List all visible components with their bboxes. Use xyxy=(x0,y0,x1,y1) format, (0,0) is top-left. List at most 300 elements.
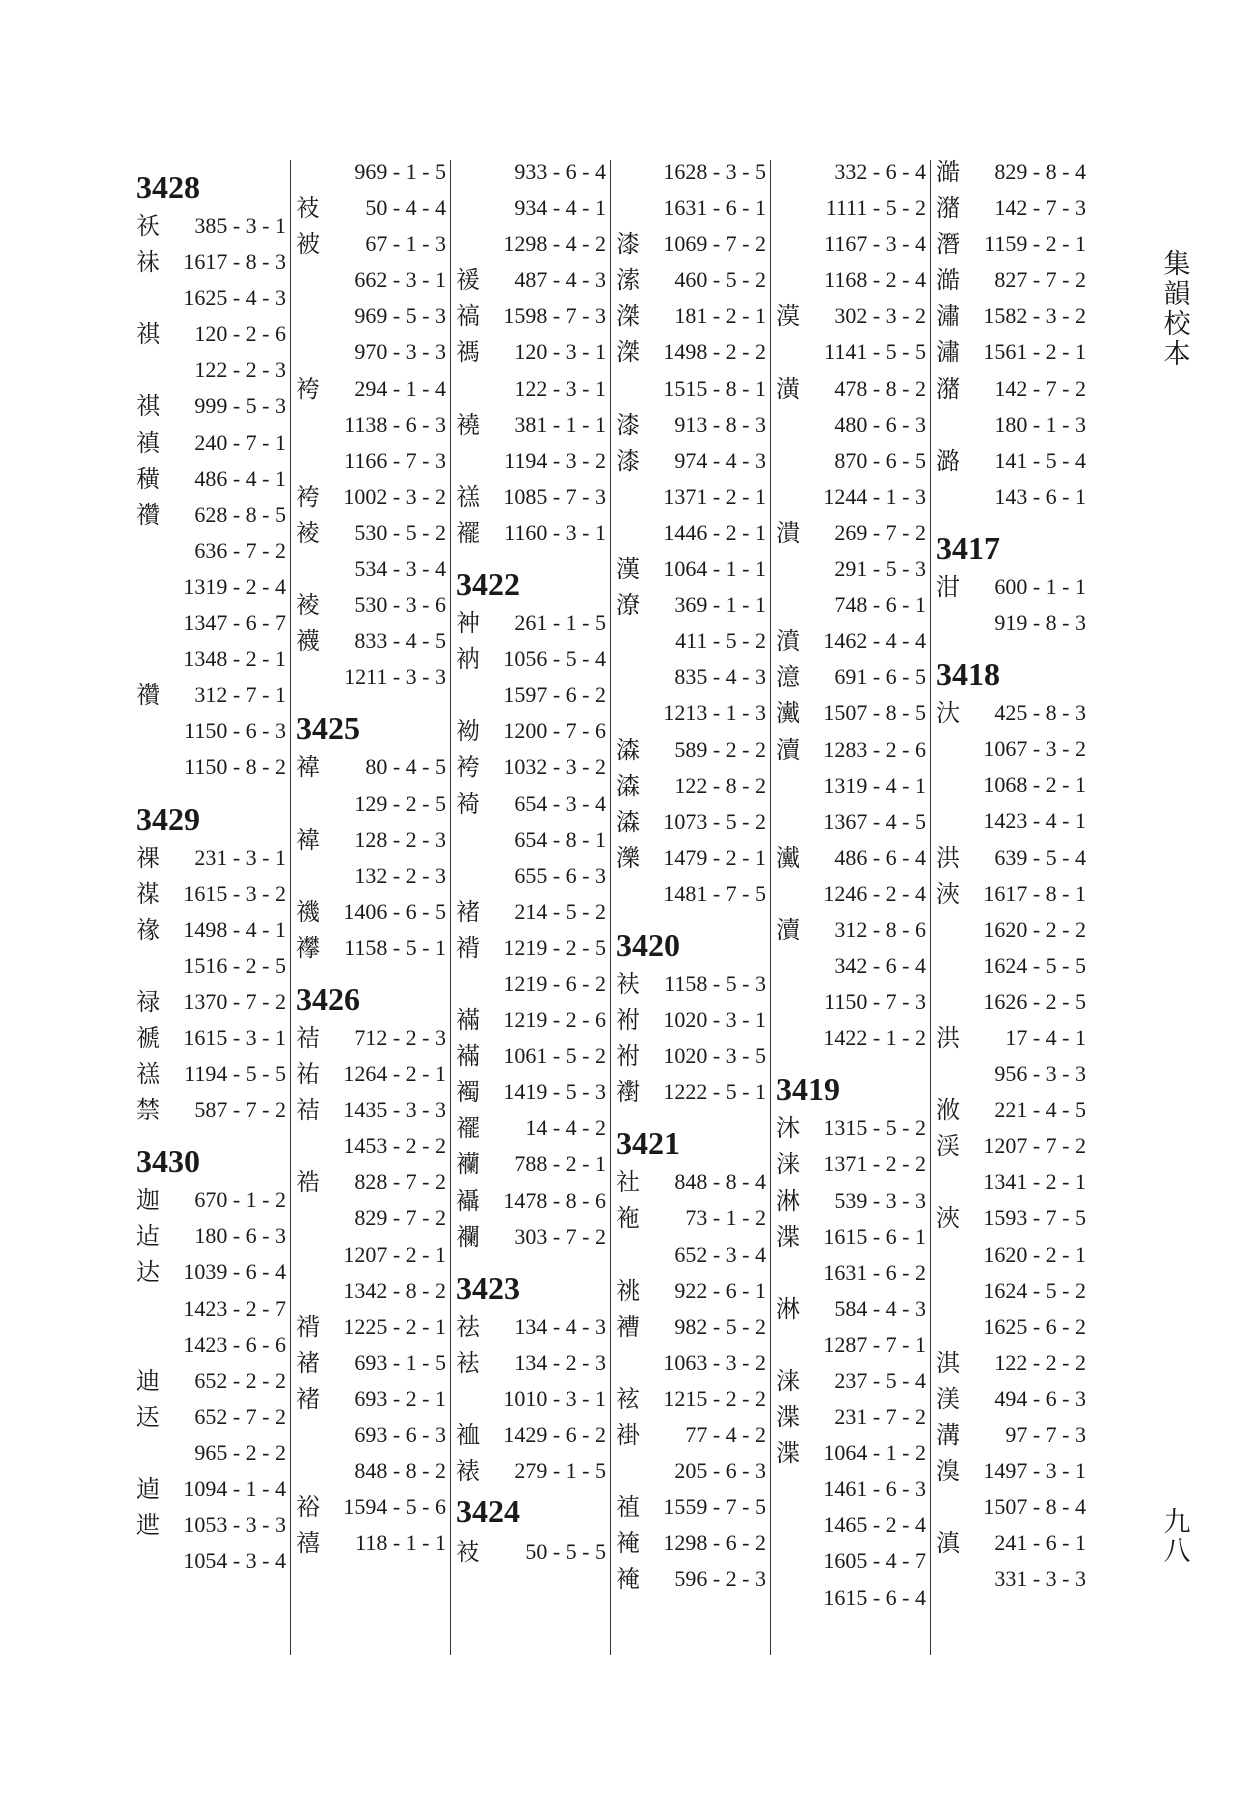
index-entry xyxy=(772,623,932,659)
entry-character: 袴 xyxy=(296,482,320,511)
index-entry xyxy=(292,479,452,515)
entry-character: 淋 xyxy=(776,1186,800,1215)
entry-character: 澔 xyxy=(936,266,960,295)
entry-reference: 1056 - 5 - 4 xyxy=(503,646,606,672)
entry-reference: 312 - 8 - 6 xyxy=(834,916,926,942)
entry-character: 襔 xyxy=(456,1006,480,1035)
entry-character: 漆 xyxy=(616,410,640,439)
entry-reference: 652 - 3 - 4 xyxy=(674,1241,766,1267)
entry-reference: 1479 - 2 - 1 xyxy=(663,844,766,870)
entry-character: 禙 xyxy=(296,1312,320,1341)
entry-reference: 332 - 6 - 4 xyxy=(834,159,926,184)
index-entry xyxy=(932,984,1092,1020)
section-heading-row xyxy=(452,1489,612,1534)
entry-reference: 486 - 4 - 1 xyxy=(194,465,286,491)
entry-reference: 1561 - 2 - 1 xyxy=(983,339,1086,365)
entry-reference: 1348 - 2 - 1 xyxy=(183,646,286,672)
section-heading-row xyxy=(292,695,452,749)
column-6 xyxy=(932,154,1092,1597)
entry-reference: 231 - 3 - 1 xyxy=(194,844,286,870)
entry-reference: 1559 - 7 - 5 xyxy=(663,1494,766,1520)
entry-reference: 833 - 4 - 5 xyxy=(354,628,446,654)
index-entry xyxy=(932,1128,1092,1164)
entry-reference: 1068 - 2 - 1 xyxy=(983,772,1086,798)
entry-reference: 269 - 7 - 2 xyxy=(834,519,926,545)
entry-character: 禄 xyxy=(136,987,160,1016)
index-entry xyxy=(932,443,1092,479)
entry-character: 禚 xyxy=(136,1060,160,1089)
section-number: 3425 xyxy=(296,710,360,747)
entry-character: 漢 xyxy=(616,555,640,584)
entry-character: 衼 xyxy=(296,194,320,223)
index-entry xyxy=(932,262,1092,298)
index-entry xyxy=(452,713,612,749)
entry-reference: 1138 - 6 - 3 xyxy=(344,411,446,437)
entry-reference: 1039 - 6 - 4 xyxy=(183,1259,286,1285)
index-entry xyxy=(292,858,452,894)
entry-character: 襓 xyxy=(456,410,480,439)
entry-character: 襽 xyxy=(456,1150,480,1179)
entry-character: 淋 xyxy=(776,1294,800,1323)
entry-reference: 1222 - 5 - 1 xyxy=(663,1079,766,1105)
entry-reference: 965 - 2 - 2 xyxy=(194,1439,286,1465)
entry-reference: 1617 - 8 - 1 xyxy=(983,880,1086,906)
entry-reference: 1200 - 7 - 6 xyxy=(503,718,606,744)
entry-reference: 143 - 6 - 1 xyxy=(994,483,1086,509)
index-entry xyxy=(772,1399,932,1435)
side-title-char: 本 xyxy=(1163,339,1191,370)
entry-reference: 1020 - 3 - 1 xyxy=(663,1007,766,1033)
entry-reference: 77 - 4 - 2 xyxy=(685,1422,766,1447)
column-4 xyxy=(612,154,772,1597)
entry-reference: 1094 - 1 - 4 xyxy=(183,1476,286,1501)
entry-reference: 1453 - 2 - 2 xyxy=(343,1133,446,1159)
entry-reference: 73 - 1 - 2 xyxy=(685,1205,766,1231)
entry-character: 襨 xyxy=(616,1078,640,1107)
entry-character: 襻 xyxy=(296,933,320,962)
entry-reference: 639 - 5 - 4 xyxy=(994,844,1086,870)
entry-reference: 530 - 5 - 2 xyxy=(354,519,446,545)
entry-reference: 1160 - 3 - 1 xyxy=(504,519,606,545)
entry-reference: 1085 - 7 - 3 xyxy=(503,483,606,509)
entry-reference: 1594 - 5 - 6 xyxy=(343,1494,446,1520)
entry-character: 袴 xyxy=(456,753,480,782)
index-entry xyxy=(772,804,932,840)
entry-reference: 587 - 7 - 2 xyxy=(194,1097,286,1123)
index-entry xyxy=(772,154,932,190)
section-heading-row xyxy=(452,551,612,605)
index-entry xyxy=(612,1002,772,1038)
entry-character: 澺 xyxy=(776,663,800,692)
entry-character: 滐 xyxy=(616,338,640,367)
entry-character: 潞 xyxy=(936,446,960,475)
index-entry xyxy=(452,1074,612,1110)
entry-character: 禶 xyxy=(136,681,160,710)
entry-character: 祅 xyxy=(136,212,160,240)
index-entry xyxy=(932,695,1092,731)
index-entry xyxy=(452,894,612,930)
entry-reference: 1150 - 8 - 2 xyxy=(184,754,286,780)
entry-reference: 1598 - 7 - 3 xyxy=(503,303,606,329)
index-entry xyxy=(452,605,612,641)
entry-reference: 828 - 7 - 2 xyxy=(354,1169,446,1195)
column-5 xyxy=(772,154,932,1616)
entry-reference: 331 - 3 - 3 xyxy=(994,1566,1086,1592)
entry-reference: 1064 - 1 - 1 xyxy=(663,556,766,582)
index-entry xyxy=(932,1489,1092,1525)
entry-reference: 1067 - 3 - 2 xyxy=(983,736,1086,762)
entry-reference: 1225 - 2 - 1 xyxy=(343,1313,446,1339)
index-entry xyxy=(612,1237,772,1273)
index-entry xyxy=(132,280,292,316)
index-entry xyxy=(612,732,772,768)
index-entry xyxy=(932,1417,1092,1453)
entry-reference: 1624 - 5 - 2 xyxy=(983,1277,1086,1303)
index-entry xyxy=(932,1020,1092,1056)
index-entry xyxy=(612,768,772,804)
entry-reference: 480 - 6 - 3 xyxy=(834,411,926,437)
entry-character: 洪 xyxy=(936,1023,960,1052)
index-entry xyxy=(452,1417,612,1453)
index-entry xyxy=(292,407,452,443)
section-heading-row xyxy=(612,1110,772,1164)
entry-reference: 693 - 2 - 1 xyxy=(354,1385,446,1411)
index-entry xyxy=(772,840,932,876)
index-entry xyxy=(932,840,1092,876)
index-entry xyxy=(132,948,292,984)
index-entry xyxy=(772,551,932,587)
index-entry xyxy=(932,876,1092,912)
index-entry xyxy=(452,1110,612,1146)
index-entry xyxy=(452,443,612,479)
index-entry xyxy=(932,912,1092,948)
entry-character: 裱 xyxy=(456,1457,480,1486)
index-entry xyxy=(612,371,772,407)
index-entry xyxy=(772,1435,932,1471)
section-number: 3426 xyxy=(296,980,360,1017)
entry-reference: 1158 - 5 - 3 xyxy=(664,970,766,996)
entry-reference: 1219 - 2 - 6 xyxy=(503,1007,606,1033)
index-entry xyxy=(452,334,612,370)
entry-reference: 712 - 2 - 3 xyxy=(354,1024,446,1050)
entry-character: 潹 xyxy=(616,735,640,764)
entry-character: 祛 xyxy=(456,1312,480,1341)
index-entry xyxy=(612,1561,772,1597)
entry-reference: 1069 - 7 - 2 xyxy=(663,231,766,257)
entry-reference: 1626 - 2 - 5 xyxy=(983,988,1086,1014)
index-entry xyxy=(132,461,292,497)
index-entry xyxy=(132,1092,292,1128)
entry-reference: 134 - 2 - 3 xyxy=(514,1349,606,1375)
entry-reference: 1342 - 8 - 2 xyxy=(343,1277,446,1303)
entry-reference: 596 - 2 - 3 xyxy=(674,1566,766,1592)
index-entry xyxy=(292,659,452,695)
entry-reference: 122 - 2 - 3 xyxy=(194,357,286,383)
index-entry xyxy=(612,298,772,334)
entry-character: 漆 xyxy=(616,446,640,475)
entry-reference: 1315 - 5 - 2 xyxy=(823,1115,926,1141)
entry-reference: 237 - 5 - 4 xyxy=(834,1368,926,1393)
entry-reference: 970 - 3 - 3 xyxy=(354,339,446,365)
entry-reference: 1287 - 7 - 1 xyxy=(823,1331,926,1357)
entry-reference: 120 - 3 - 1 xyxy=(514,339,606,365)
index-entry xyxy=(452,822,612,858)
index-entry xyxy=(292,154,452,190)
entry-reference: 1032 - 3 - 2 xyxy=(503,754,606,780)
entry-reference: 425 - 8 - 3 xyxy=(994,700,1086,726)
index-entry xyxy=(292,749,452,785)
index-entry xyxy=(132,749,292,785)
entry-reference: 1054 - 3 - 4 xyxy=(183,1548,286,1574)
entry-reference: 1002 - 3 - 2 xyxy=(343,483,446,509)
index-entry xyxy=(132,1435,292,1471)
index-entry xyxy=(772,876,932,912)
index-entry xyxy=(132,912,292,948)
entry-reference: 1515 - 8 - 1 xyxy=(663,375,766,401)
index-entry xyxy=(132,1182,292,1218)
index-entry xyxy=(132,605,292,641)
index-entry xyxy=(452,515,612,551)
entry-reference: 142 - 7 - 2 xyxy=(994,375,1086,401)
entry-character: 祼 xyxy=(136,843,160,872)
entry-character: 禒 xyxy=(136,915,160,944)
entry-reference: 1158 - 5 - 1 xyxy=(344,934,446,960)
index-entry xyxy=(772,1507,932,1543)
entry-reference: 478 - 8 - 2 xyxy=(834,375,926,401)
entry-reference: 1319 - 4 - 1 xyxy=(823,772,926,798)
entry-character: 袝 xyxy=(616,1042,640,1071)
index-entry xyxy=(612,840,772,876)
index-entry xyxy=(772,695,932,731)
index-entry xyxy=(132,497,292,533)
index-entry xyxy=(612,1074,772,1110)
index-entry xyxy=(932,298,1092,334)
index-entry xyxy=(612,1417,772,1453)
index-entry xyxy=(772,443,932,479)
entry-character: 禧 xyxy=(296,1529,320,1558)
index-entry xyxy=(132,533,292,569)
entry-reference: 539 - 3 - 3 xyxy=(834,1187,926,1213)
index-entry xyxy=(292,786,452,822)
entry-character: 裬 xyxy=(296,591,320,620)
entry-reference: 67 - 1 - 3 xyxy=(365,231,446,257)
entry-character: 禞 xyxy=(456,302,480,331)
index-entry xyxy=(772,1471,932,1507)
entry-character: 襡 xyxy=(456,1078,480,1107)
entry-character: 潚 xyxy=(936,338,960,367)
index-entry xyxy=(612,479,772,515)
index-entry xyxy=(292,226,452,262)
index-entry xyxy=(612,154,772,190)
entry-reference: 1150 - 7 - 3 xyxy=(824,989,926,1015)
entry-reference: 142 - 7 - 3 xyxy=(994,195,1086,221)
index-entry xyxy=(932,767,1092,803)
entry-character: 瀆 xyxy=(776,915,800,944)
entry-reference: 1615 - 6 - 1 xyxy=(823,1223,926,1249)
entry-reference: 1020 - 3 - 5 xyxy=(663,1043,766,1069)
entry-character: 褘 xyxy=(296,825,320,854)
index-entry xyxy=(612,1038,772,1074)
entry-reference: 214 - 5 - 2 xyxy=(514,898,606,924)
entry-reference: 530 - 3 - 6 xyxy=(354,592,446,618)
entry-character: 涞 xyxy=(776,1150,800,1179)
entry-character: 褚 xyxy=(296,1384,320,1413)
entry-character: 滇 xyxy=(936,1529,960,1558)
entry-reference: 600 - 1 - 1 xyxy=(994,573,1086,599)
entry-reference: 294 - 1 - 4 xyxy=(354,375,446,401)
index-entry xyxy=(612,876,772,912)
entry-character: 淇 xyxy=(936,1348,960,1377)
entry-reference: 1064 - 1 - 2 xyxy=(823,1440,926,1466)
section-heading-row xyxy=(612,912,772,966)
index-entry xyxy=(132,208,292,244)
section-heading-row xyxy=(932,515,1092,569)
entry-character: 洪 xyxy=(936,843,960,872)
entry-reference: 1631 - 6 - 2 xyxy=(823,1259,926,1285)
index-entry xyxy=(452,262,612,298)
index-entry xyxy=(932,1237,1092,1273)
entry-reference: 1370 - 7 - 2 xyxy=(183,988,286,1014)
index-entry xyxy=(452,1183,612,1219)
entry-reference: 1347 - 6 - 7 xyxy=(183,610,286,636)
entry-reference: 1211 - 3 - 3 xyxy=(344,664,446,690)
entry-reference: 97 - 7 - 3 xyxy=(1005,1422,1086,1447)
entry-reference: 14 - 4 - 2 xyxy=(525,1115,606,1141)
index-entry xyxy=(452,966,612,1002)
entry-character: 浹 xyxy=(936,1204,960,1233)
entry-character: 袝 xyxy=(616,1006,640,1035)
index-entry xyxy=(932,1273,1092,1309)
section-number: 3428 xyxy=(136,169,200,205)
index-entry xyxy=(292,1200,452,1236)
entry-character: 裬 xyxy=(296,518,320,547)
index-entry xyxy=(612,551,772,587)
index-entry xyxy=(292,1417,452,1453)
section-heading-row xyxy=(772,1056,932,1110)
index-entry xyxy=(452,1381,612,1417)
entry-character: 襴 xyxy=(456,1222,480,1251)
index-entry xyxy=(292,623,452,659)
index-entry xyxy=(132,713,292,749)
index-entry xyxy=(292,262,452,298)
entry-reference: 589 - 2 - 2 xyxy=(674,736,766,762)
entry-reference: 1423 - 6 - 6 xyxy=(183,1331,286,1357)
entry-reference: 933 - 6 - 4 xyxy=(514,159,606,184)
column-1 xyxy=(132,154,292,1579)
entry-reference: 231 - 7 - 2 xyxy=(834,1404,926,1430)
index-entry xyxy=(452,1219,612,1255)
index-entry xyxy=(452,1309,612,1345)
index-entry xyxy=(452,1002,612,1038)
entry-reference: 1053 - 3 - 3 xyxy=(183,1512,286,1538)
index-entry xyxy=(932,190,1092,226)
entry-character: 漠 xyxy=(776,302,800,331)
entry-reference: 180 - 1 - 3 xyxy=(994,411,1086,437)
entry-reference: 50 - 4 - 4 xyxy=(365,195,446,221)
entry-reference: 1582 - 3 - 2 xyxy=(983,303,1086,329)
entry-character: 溴 xyxy=(936,1457,960,1486)
index-entry xyxy=(612,695,772,731)
entry-reference: 1498 - 2 - 2 xyxy=(663,339,766,365)
entry-character: 袴 xyxy=(296,374,320,403)
entry-character: 衭 xyxy=(616,969,640,998)
entry-character: 裺 xyxy=(616,1565,640,1594)
entry-reference: 291 - 5 - 3 xyxy=(834,556,926,582)
index-entry xyxy=(132,244,292,280)
entry-reference: 652 - 7 - 2 xyxy=(194,1403,286,1429)
section-heading-row xyxy=(132,1128,292,1182)
index-entry xyxy=(932,1309,1092,1345)
entry-character: 瀻 xyxy=(776,843,800,872)
entry-character: 瀻 xyxy=(776,699,800,728)
index-entry xyxy=(452,407,612,443)
entry-reference: 636 - 7 - 2 xyxy=(194,537,286,563)
index-entry xyxy=(612,623,772,659)
index-entry xyxy=(612,190,772,226)
side-title-char: 韻 xyxy=(1163,279,1191,310)
index-entry xyxy=(132,1291,292,1327)
entry-reference: 141 - 5 - 4 xyxy=(994,447,1086,473)
entry-reference: 1423 - 2 - 7 xyxy=(183,1295,286,1321)
entry-reference: 1371 - 2 - 1 xyxy=(663,483,766,509)
entry-reference: 1498 - 4 - 1 xyxy=(183,916,286,942)
entry-character: 迠 xyxy=(136,1222,160,1251)
entry-reference: 303 - 7 - 2 xyxy=(514,1223,606,1249)
entry-character: 祧 xyxy=(616,1276,640,1305)
index-entry xyxy=(452,479,612,515)
index-entry xyxy=(772,298,932,334)
entry-reference: 654 - 8 - 1 xyxy=(514,826,606,852)
entry-character: 禚 xyxy=(456,482,480,511)
entry-reference: 1341 - 2 - 1 xyxy=(983,1169,1086,1195)
entry-reference: 1264 - 2 - 1 xyxy=(343,1061,446,1087)
index-entry xyxy=(772,1327,932,1363)
index-entry xyxy=(772,190,932,226)
index-entry xyxy=(772,1020,932,1056)
entry-reference: 487 - 4 - 3 xyxy=(514,267,606,293)
index-entry xyxy=(292,1453,452,1489)
entry-reference: 240 - 7 - 1 xyxy=(194,429,286,455)
index-entry xyxy=(932,154,1092,190)
index-entry xyxy=(452,226,612,262)
entry-character: 渫 xyxy=(776,1439,800,1468)
index-entry xyxy=(452,1345,612,1381)
column-divider xyxy=(290,160,291,1655)
entry-character: 襵 xyxy=(456,1186,480,1215)
entry-reference: 1423 - 4 - 1 xyxy=(983,808,1086,834)
entry-reference: 1478 - 8 - 6 xyxy=(503,1187,606,1213)
entry-reference: 1283 - 2 - 6 xyxy=(823,736,926,762)
entry-reference: 848 - 8 - 2 xyxy=(354,1458,446,1484)
index-entry xyxy=(932,1525,1092,1561)
entry-reference: 1497 - 3 - 1 xyxy=(983,1458,1086,1484)
entry-character: 袪 xyxy=(456,1348,480,1377)
entry-reference: 1462 - 4 - 4 xyxy=(823,628,926,654)
section-number: 3430 xyxy=(136,1143,200,1180)
page-number-char: 九 xyxy=(1163,1507,1191,1538)
index-entry xyxy=(932,1164,1092,1200)
entry-reference: 385 - 3 - 1 xyxy=(194,213,286,238)
side-title-char: 校 xyxy=(1163,309,1191,340)
index-entry xyxy=(772,1183,932,1219)
entry-reference: 1219 - 6 - 2 xyxy=(503,970,606,996)
section-number: 3422 xyxy=(456,566,520,603)
entry-character: 袎 xyxy=(456,717,480,746)
entry-character: 禡 xyxy=(456,338,480,367)
entry-reference: 788 - 2 - 1 xyxy=(514,1151,606,1177)
entry-reference: 919 - 8 - 3 xyxy=(994,610,1086,636)
entry-reference: 132 - 2 - 3 xyxy=(354,862,446,888)
